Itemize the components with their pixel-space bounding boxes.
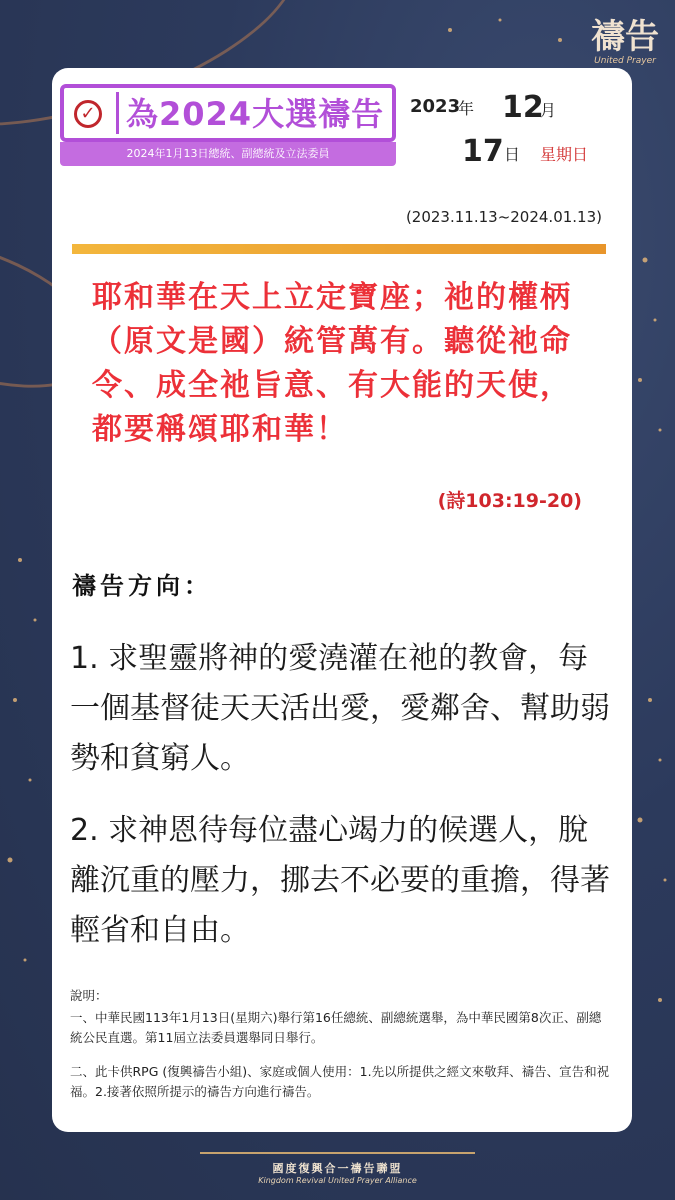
notes-paragraph-1: 一、中華民國113年1月13日(星期六)舉行第16任總統、副總統選舉，為中華民國第8次正、副總統公民直選。第11屆立法委員選舉同日舉行。 xyxy=(70,1010,602,1045)
prayer-item-2: 2. 求神恩待每位盡心竭力的候選人，脫離沉重的壓力，挪去不必要的重擔，得著輕省和自由。 xyxy=(70,813,610,948)
footer-divider xyxy=(200,1152,475,1154)
banner-title: 為2024大選禱告 xyxy=(126,95,385,133)
prayer-heading: 禱告方向： xyxy=(72,571,212,600)
footer-org-name: 國度復興合一禱告聯盟 xyxy=(272,1162,403,1175)
footer-org-name-en: Kingdom Revival United Prayer Alliance xyxy=(258,1176,417,1185)
date-day: 17 xyxy=(462,134,504,169)
date-block xyxy=(410,90,620,170)
date-day-unit: 日 xyxy=(504,145,521,164)
date-month-unit: 月 xyxy=(540,101,557,120)
prayer-item-1: 1. 求聖靈將神的愛澆灌在祂的教會，每一個基督徒天天活出愛，愛鄰舍、幫助弱勢和貧窮人。 xyxy=(70,641,610,776)
scripture-reference: (詩103:19-20) xyxy=(437,490,582,512)
election-banner xyxy=(60,84,396,170)
scripture-verse: 耶和華在天上立定寶座；祂的權柄（原文是國）統管萬有。聽從祂命令、成全祂旨意、有大能的天使，都要稱頌耶和華！ xyxy=(92,280,572,447)
logo-text: 禱告 xyxy=(591,17,659,57)
logo-tagline: United Prayer xyxy=(594,56,656,66)
notes-paragraph-2: 二、此卡供RPG (復興禱告小組)、家庭或個人使用：1.先以所提供之經文來敬拜、禱告、宣告和祝福。2.接著依照所提示的禱告方向進行禱告。 xyxy=(70,1064,610,1099)
footer xyxy=(0,1160,675,1185)
prayer-card xyxy=(52,68,632,1132)
date-month: 12 xyxy=(502,90,544,125)
ballot-icon: ✓ xyxy=(74,100,102,128)
banner-frame xyxy=(60,84,396,142)
notes-section xyxy=(70,986,610,1116)
date-range: (2023.11.13~2024.01.13) xyxy=(405,208,602,226)
notes-title: 說明： xyxy=(70,988,108,1003)
date-weekday: 星期日 xyxy=(540,145,589,164)
date-year-unit: 年 xyxy=(458,99,475,118)
banner-divider xyxy=(116,92,119,134)
gold-divider xyxy=(72,244,606,254)
date-year: 2023 xyxy=(410,96,461,117)
banner-subtitle: 2024年1月13日總統、副總統及立法委員 xyxy=(60,142,396,166)
